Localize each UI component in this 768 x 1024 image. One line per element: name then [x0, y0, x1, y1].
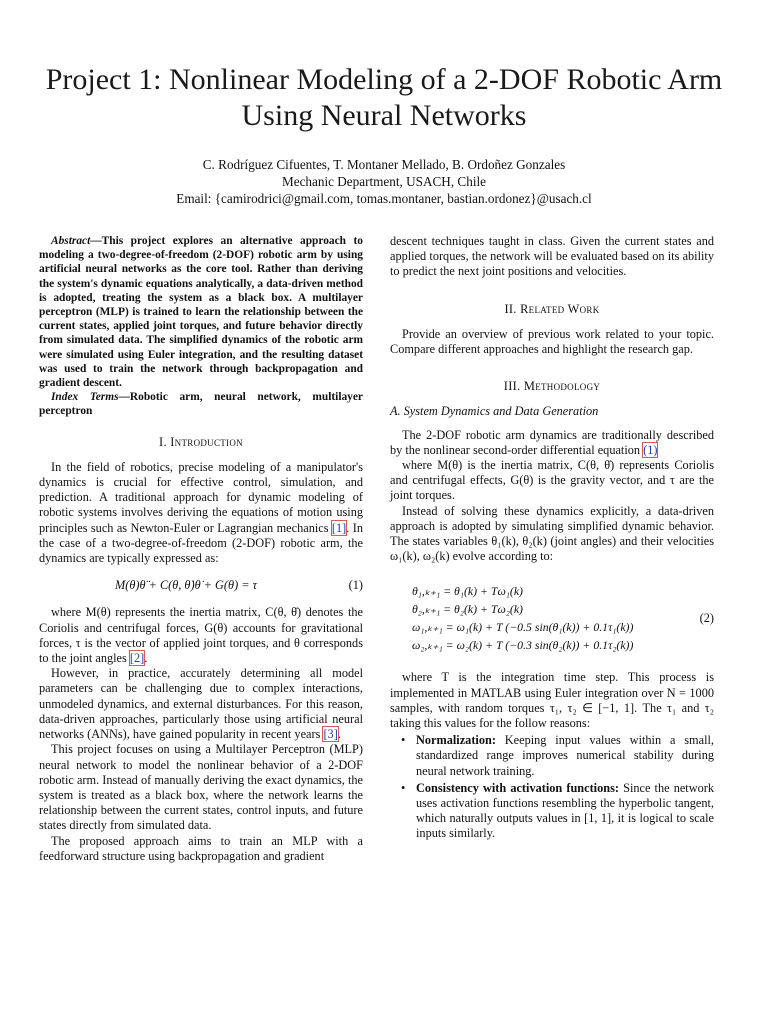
author-block — [40, 156, 728, 207]
equation-ref-link-1[interactable]: (1) — [643, 442, 658, 457]
equation-1-number: (1) — [348, 578, 363, 593]
reasons-list — [390, 733, 714, 841]
section-heading-related-work: II. Related Work — [504, 301, 600, 316]
intro-p2-text: where M(θ) represents the inertia matrix, C(θ, θ̇) denotes the Coriolis and centrifugal forces, G(θ) accounts for gravitational forces, τ is the vector of applied joint torques, and θ corresponds to the joint angles — [39, 605, 363, 666]
left-column — [39, 234, 363, 864]
intro-p3-text-end: . — [337, 727, 341, 742]
method-p1-text: The 2-DOF robotic arm dynamics are traditionally described by the nonlinear second-order differential equation — [390, 427, 714, 457]
right-column — [390, 234, 714, 844]
subsection-heading-system-dynamics: A. System Dynamics and Data Generation — [390, 404, 599, 419]
list-item-label: Consistency with activation functions: — [416, 780, 619, 795]
list-item-text: Keeping input values within a small, standardized range improves numerical stability during neural network training. — [416, 733, 714, 778]
author-names: C. Rodríguez Cifuentes, T. Montaner Mellado, B. Ordoñez Gonzales — [202, 157, 566, 172]
equation-2-line: θ₂,ₖ₊₁ = θ₂(k) + Tω₂(k) — [412, 602, 523, 617]
intro-p1-text: In the field of robotics, precise modeling of a manipulator's dynamics is crucial for effective control, simulation, and prediction. A traditional approach for dynamic modeling of robotic systems involves deriving the equations of motion using principles such as Newton-Euler or Lagrangian mechanics — [39, 459, 363, 535]
citation-link-1[interactable]: [1] — [331, 520, 347, 535]
intro-p1-text-end: . In the case of a two-degree-of-freedom (2-DOF) robotic arm, the dynamics are typically expressed as: — [39, 520, 363, 566]
intro-paragraph-1 — [39, 460, 363, 566]
intro-p2-text-end: . — [144, 651, 148, 666]
intro-p3-text: However, in practice, accurately determining all model parameters can be challenging due to complex interactions, unmodeled dynamics, and external disturbances. For this reason, data-driven approaches, particularly those using artificial neural networks (ANNs), have gained popularity in recent years — [39, 666, 363, 742]
equation-1-body: M(θ)θ̈ + C(θ, θ̇)θ̇ + G(θ) = τ — [114, 578, 258, 593]
equation-2-line: ω₁,ₖ₊₁ = ω₁(k) + T (−0.5 sin(θ₁(k)) + 0.1τ₁(k)) — [412, 620, 634, 635]
method-paragraph-3: Instead of solving these dynamics explicitly, a data-driven approach is adopted by simulating simplified dynamic behavior. The states variables θ₁(k), θ₂(k) (joint angles) and their velocities ω₁(k), ω₂(k) evolve according to: — [390, 503, 714, 564]
section-heading-introduction: I. Introduction — [159, 434, 243, 449]
equation-2-lines — [390, 582, 684, 654]
related-work-paragraph: Provide an overview of previous work related to your topic. Compare different approaches and highlight the research gap. — [390, 326, 714, 357]
method-paragraph-1 — [390, 428, 714, 458]
abstract — [39, 234, 363, 390]
abstract-lead: Abstract — [51, 235, 91, 247]
list-item — [416, 733, 714, 779]
author-email: Email: {camirodrici@gmail.com, tomas.montaner, bastian.ordonez}@usach.cl — [176, 191, 592, 206]
index-terms — [39, 390, 363, 418]
list-item-text: Since the network uses activation functions resembling the hyperbolic tangent, which naturally outputs values in [1, 1], it is logical to scale inputs similarly. — [416, 780, 714, 841]
intro-paragraph-5: The proposed approach aims to train an MLP with a feedforward structure using backpropagation and gradient — [39, 833, 363, 863]
method-paragraph-4: where T is the integration time step. This process is implemented in MATLAB using Euler integration over N = 1000 samples, with random torques τ₁, τ₂ ∈ [−1, 1]. The τ₁ and τ₂ taking this values for the follow reasons: — [390, 670, 714, 731]
author-affiliation: Mechanic Department, USACH, Chile — [282, 174, 486, 189]
intro-paragraph-2 — [39, 605, 363, 666]
intro-paragraph-continued: descent techniques taught in class. Given the current states and applied torques, the network will be evaluated based on its ability to predict the next joint positions and velocities. — [390, 234, 714, 279]
equation-1 — [39, 578, 363, 593]
section-heading-methodology: III. Methodology — [503, 379, 601, 394]
index-terms-lead: Index Terms — [51, 391, 119, 404]
abstract-text: —This project explores an alternative approach to modeling a two-degree-of-freedom (2-DOF) robotic arm by using artificial neural networks as the core tool. Rather than deriving the system's dynamic equations analytically, a data-driven method is adopted, treating the system as a black box. A multilayer perceptron (MLP) is trained to learn the relationship between the current states, applied joint torques, and future behavior directly from simulated data. The simplified dynamics of the robotic arm were simulated using Euler integration, and the resulting dataset was used to train the network through backpropagation and gradient descent. — [39, 235, 363, 390]
method-paragraph-2: where M(θ) is the inertia matrix, C(θ, θ̇) represents Coriolis and centrifugal effects, G(θ) is the gravity vector, and τ are the joint torques. — [390, 458, 714, 503]
equation-2-line: θ₁,ₖ₊₁ = θ₁(k) + Tω₁(k) — [412, 584, 523, 599]
list-item-label: Normalization: — [416, 733, 496, 748]
list-item — [416, 781, 714, 842]
citation-link-3[interactable]: [3] — [323, 727, 338, 742]
citation-link-2[interactable]: [2] — [129, 651, 145, 666]
equation-2-line: ω₂,ₖ₊₁ = ω₂(k) + T (−0.3 sin(θ₂(k)) + 0.1τ₂(k)) — [412, 638, 634, 653]
paper-title: Project 1: Nonlinear Modeling of a 2-DOF Robotic Arm Using Neural Networks — [45, 63, 723, 132]
intro-paragraph-3 — [39, 666, 363, 742]
intro-paragraph-4: This project focuses on using a Multilayer Perceptron (MLP) neural network to model the nonlinear behavior of a 2-DOF robotic arm. Instead of manually deriving the exact dynamics, the system is treated as a black box, where the network learns the relationship between the current states, control inputs, and future states directly from simulated data. — [39, 742, 363, 833]
equation-2 — [390, 582, 714, 654]
equation-2-number: (2) — [699, 610, 714, 625]
index-terms-text: —Robotic arm, neural network, multilayer perceptron — [39, 391, 363, 418]
